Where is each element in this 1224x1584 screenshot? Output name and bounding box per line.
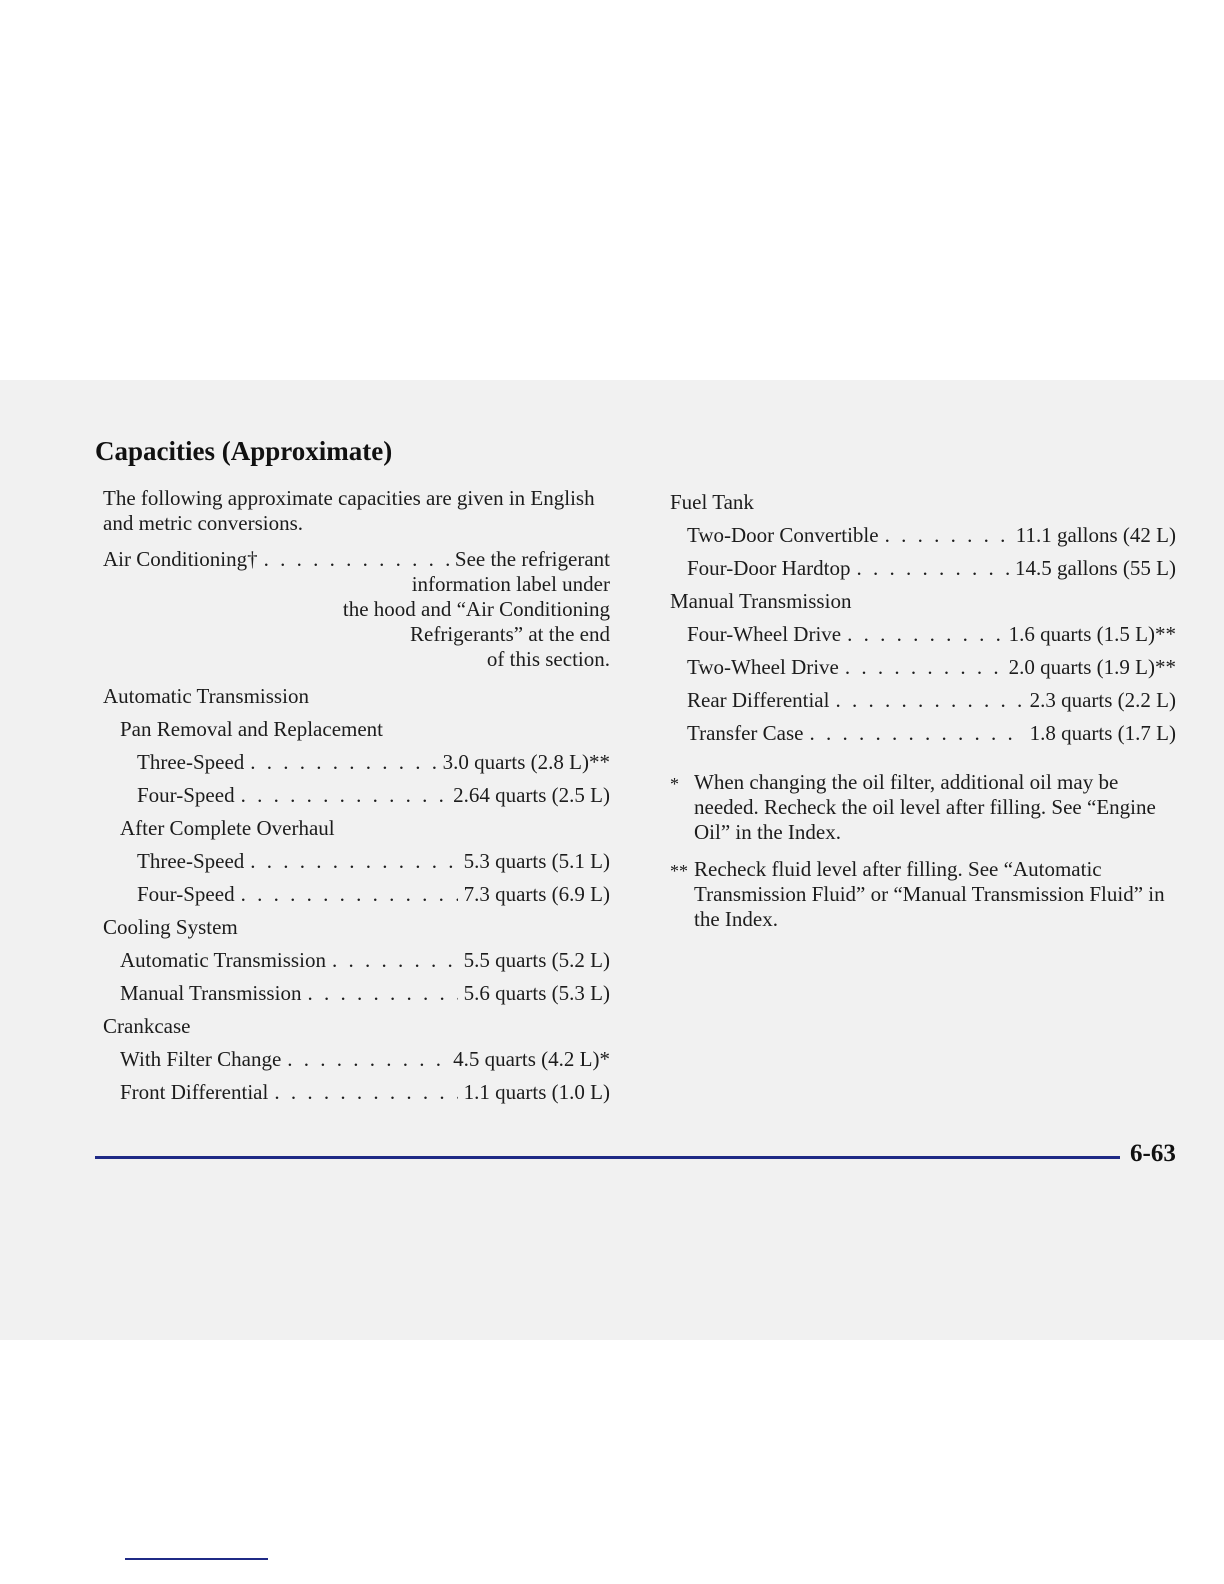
leader-dots bbox=[835, 684, 1023, 717]
cooling-manual-row bbox=[103, 977, 610, 1010]
spec-value: 1.1 quarts (1.0 L) bbox=[463, 1080, 610, 1104]
leader-dots bbox=[809, 717, 1023, 750]
right-column bbox=[670, 486, 1176, 944]
air-conditioning-note-line: the hood and “Air Conditioning bbox=[342, 597, 610, 621]
spec-value: 1.8 quarts (1.7 L) bbox=[1029, 721, 1176, 745]
spec-value: 5.3 quarts (5.1 L) bbox=[463, 849, 610, 873]
cooling-automatic-row bbox=[103, 944, 610, 977]
leader-dots bbox=[332, 944, 458, 977]
footnote-text: When changing the oil filter, additional oil may be needed. Recheck the oil level after filling. See “Engine Oil” in the Index. bbox=[694, 770, 1156, 844]
fuel-convertible-row bbox=[670, 519, 1176, 552]
fuel-tank-heading: Fuel Tank bbox=[670, 490, 754, 514]
leader-dots bbox=[287, 1043, 447, 1076]
footnote-mark: ** bbox=[670, 861, 688, 881]
spec-value: 5.6 quarts (5.3 L) bbox=[463, 981, 610, 1005]
pan-removal-heading: Pan Removal and Replacement bbox=[120, 717, 384, 741]
leader-dots bbox=[847, 618, 1003, 651]
spec-label: With Filter Change bbox=[120, 1047, 282, 1071]
spec-value: 3.0 quarts (2.8 L)** bbox=[442, 750, 610, 774]
leader-dots bbox=[250, 845, 457, 878]
after-overhaul-heading: After Complete Overhaul bbox=[120, 816, 335, 840]
spec-value: 11.1 gallons (42 L) bbox=[1015, 523, 1176, 547]
left-column bbox=[103, 486, 610, 1109]
leader-dots bbox=[885, 519, 1010, 552]
manual-two-wheel-row bbox=[670, 651, 1176, 684]
overhaul-three-speed-row bbox=[103, 845, 610, 878]
bottom-footnote-rule bbox=[125, 1558, 268, 1560]
footnote-single-asterisk bbox=[670, 770, 1176, 845]
leader-dots bbox=[307, 977, 457, 1010]
footnote-mark: * bbox=[670, 774, 679, 794]
spec-value: 2.3 quarts (2.2 L) bbox=[1029, 688, 1176, 712]
air-conditioning-note bbox=[103, 572, 610, 672]
overhaul-four-speed-row bbox=[103, 878, 610, 911]
footnote-double-asterisk bbox=[670, 857, 1176, 932]
leader-dots bbox=[856, 552, 1009, 585]
leader-dots bbox=[845, 651, 1003, 684]
spec-label: Front Differential bbox=[120, 1080, 269, 1104]
spec-value: 4.5 quarts (4.2 L)* bbox=[453, 1047, 610, 1071]
spec-value: 2.64 quarts (2.5 L) bbox=[453, 783, 610, 807]
page-footer-rule bbox=[95, 1156, 1120, 1159]
spec-label: Four-Wheel Drive bbox=[687, 622, 842, 646]
footnote-text: Recheck fluid level after filling. See “Automatic Transmission Fluid” or “Manual Transmission Fluid” in the Index. bbox=[694, 857, 1165, 931]
spec-label: Transfer Case bbox=[687, 721, 804, 745]
spec-label: Automatic Transmission bbox=[120, 948, 326, 972]
leader-dots bbox=[274, 1076, 457, 1109]
spec-label: Three-Speed bbox=[137, 849, 245, 873]
spec-label: Two-Wheel Drive bbox=[687, 655, 839, 679]
leader-dots bbox=[241, 878, 458, 911]
manual-four-wheel-row bbox=[670, 618, 1176, 651]
spec-value: 14.5 gallons (55 L) bbox=[1015, 556, 1176, 580]
pan-four-speed-row bbox=[103, 779, 610, 812]
fuel-hardtop-row bbox=[670, 552, 1176, 585]
page-title: Capacities (Approximate) bbox=[95, 436, 393, 466]
crankcase-filter-row bbox=[103, 1043, 610, 1076]
spec-value: 1.6 quarts (1.5 L)** bbox=[1008, 622, 1176, 646]
leader-dots bbox=[241, 779, 448, 812]
air-conditioning-note-line: information label under bbox=[411, 572, 610, 596]
spec-value: 7.3 quarts (6.9 L) bbox=[463, 882, 610, 906]
cooling-system-heading: Cooling System bbox=[103, 915, 238, 939]
air-conditioning-label: Air Conditioning† bbox=[103, 547, 258, 571]
rear-differential-row bbox=[670, 684, 1176, 717]
pan-three-speed-row bbox=[103, 746, 610, 779]
intro-text: The following approximate capacities are given in English and metric conversions. bbox=[103, 486, 595, 535]
front-differential-row bbox=[103, 1076, 610, 1109]
spec-value: 2.0 quarts (1.9 L)** bbox=[1008, 655, 1176, 679]
spec-label: Two-Door Convertible bbox=[687, 523, 879, 547]
crankcase-heading: Crankcase bbox=[103, 1014, 191, 1038]
manual-transmission-heading: Manual Transmission bbox=[670, 589, 852, 613]
transfer-case-row bbox=[670, 717, 1176, 750]
spec-label: Manual Transmission bbox=[120, 981, 302, 1005]
spec-label: Rear Differential bbox=[687, 688, 830, 712]
air-conditioning-note-line: Refrigerants” at the end bbox=[410, 622, 610, 646]
air-conditioning-note-line: of this section. bbox=[486, 647, 610, 671]
footnotes bbox=[670, 770, 1176, 932]
spec-label: Four-Door Hardtop bbox=[687, 556, 851, 580]
spec-value: 5.5 quarts (5.2 L) bbox=[463, 948, 610, 972]
automatic-transmission-heading: Automatic Transmission bbox=[103, 684, 309, 708]
leader-dots bbox=[250, 746, 436, 779]
spec-label: Three-Speed bbox=[137, 750, 245, 774]
air-conditioning-note-line: See the refrigerant bbox=[454, 547, 610, 571]
page-number: 6-63 bbox=[1130, 1140, 1176, 1167]
spec-label: Four-Speed bbox=[137, 882, 235, 906]
spec-label: Four-Speed bbox=[137, 783, 235, 807]
